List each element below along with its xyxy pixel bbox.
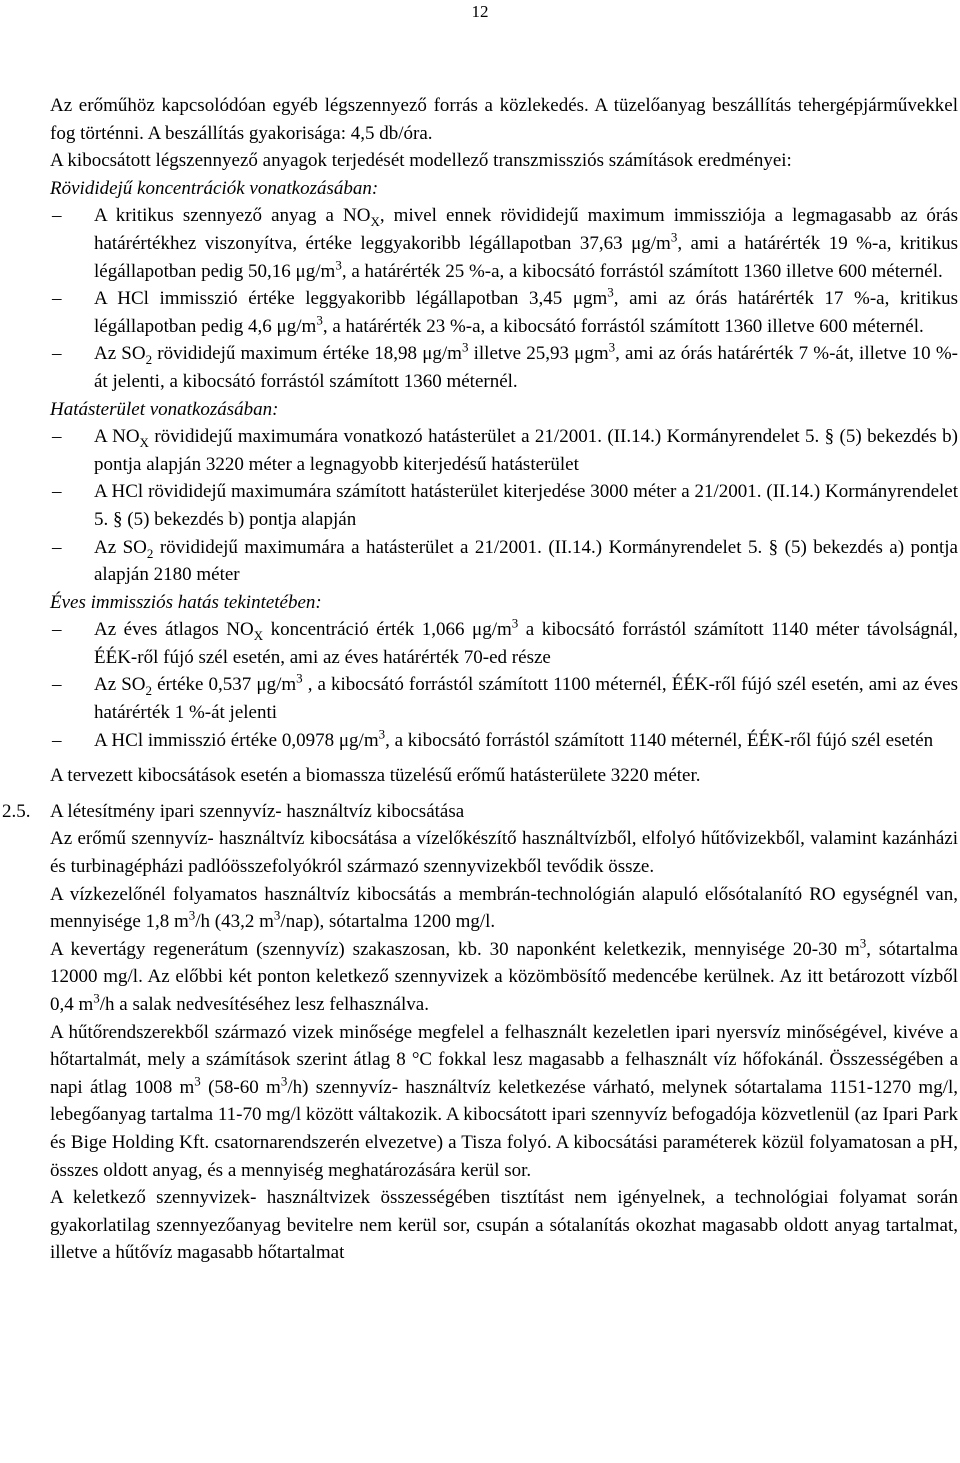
heading-annual: Éves immissziós hatás tekintetében: bbox=[50, 591, 322, 613]
paragraph-traffic: Az erőműhöz kapcsolódóan egyéb légszennyező forrás a közlekedés. A tüzelőanyag beszállítás tehergépjárművekkel fog történni. A beszállítás gyakorisága: 4,5 db/óra. bbox=[50, 95, 958, 144]
section-heading bbox=[2, 798, 958, 826]
paragraph-wastewater-sources: Az erőmű szennyvíz- használtvíz kibocsátása a vízelőkészítő használtvízből, elfolyó hűtővizekből, valamint kazánházi és turbinagépházi padlóösszefolyókról származó szennyvizekből tevődik össze. bbox=[50, 828, 958, 878]
paragraph-regenerate: A kevertágy regenerátum (szennyvíz) szakaszosan, kb. 30 naponként keletkezik, mennyisége 20-30 $m^3$, sótartalma 12000 mg/l. Az előbbi két ponton keletkező szennyvizek a közömbösítő medencébe kerülnek. Az itt betározott vízből 0,4 $m^3/h$ a salak nedvesítéséhez lesz felhasználva. bbox=[50, 935, 958, 1015]
list-annual bbox=[50, 616, 958, 754]
list-item-hcl-area: – A HCl rövididejű maximumára számított hatásterület kiterjedése 3000 méter a 21/2001. (II.14.) Kormányrendelet 5. § (5) bekezdés b) pontja alapján bbox=[50, 478, 958, 533]
heading-impact-area: Hatásterület vonatkozásában: bbox=[50, 398, 279, 420]
list-item-nox-short: – A kritikus szennyező anyag a $NO_X$, mivel ennek rövididejű maximum immissziója a legmagasabb az órás határértékhez viszonyítva, értéke leggyakoribb légállapotban 37,63 $\mu g/m^3$, ami a határérték 19 %-a, kritikus légállapotban pedig 50,16 $\mu g/m^3$, a határérték 25 %-a, a kibocsátó forrástól számított 1360 illetve 600 méternél. bbox=[50, 202, 958, 285]
section-title: A létesítmény ipari szennyvíz- használtvíz kibocsátása bbox=[50, 800, 465, 822]
document-body bbox=[2, 92, 959, 1267]
paragraph-transmission-intro: A kibocsátott légszennyező anyagok terjedését modellező transzmissziós számítások eredményei: bbox=[50, 150, 792, 172]
heading-short-term: Rövididejű koncentrációk vonatkozásában: bbox=[50, 177, 379, 199]
list-item-nox-area: – A $NO_X$ rövididejű maximumára vonatkozó hatásterület a 21/2001. (II.14.) Kormányrendelet 5. § (5) bekezdés b) pontja alapján 3220 méter a legnagyobb kiterjedésű hatásterület bbox=[50, 423, 958, 478]
list-item-so2-short: – Az $SO_2$ rövididejű maximum értéke 18,98 $\mu g/m^3$ illetve 25,93 μgm$^3$, ami az órás határérték 7 %-át, illetve 10 %-át jelenti, a kibocsátó forrástól számított 1360 méternél. bbox=[50, 340, 958, 395]
paragraph-ro-discharge: A vízkezelőnél folyamatos használtvíz kibocsátás a membrán-technológián alapuló elősótalanító RO egységnél van, mennyisége 1,8 $m^3/h$ (43,2 $m^3/nap$), sótartalma 1200 mg/l. bbox=[50, 883, 958, 933]
list-item-hcl-short: – A HCl immisszió értéke leggyakoribb légállapotban 3,45 μgm$^3$, ami az órás határérték 17 %-a, kritikus légállapotban pedig 4,6 $\mu g/m^3$, a határérték 23 %-a, a kibocsátó forrástól számított 1360 illetve 600 méternél. bbox=[50, 285, 958, 340]
section-number: 2.5. bbox=[2, 800, 31, 822]
page-number: 12 bbox=[471, 2, 489, 21]
list-item-so2-area: – Az $SO_2$ rövididejű maximumára a hatásterület a 21/2001. (II.14.) Kormányrendelet 5. § (5) bekezdés a) pontja alapján 2180 méter bbox=[50, 534, 958, 589]
list-short-term bbox=[50, 202, 958, 395]
list-impact-area bbox=[50, 423, 958, 589]
paragraph-impact-summary: A tervezett kibocsátások esetén a biomassza tüzelésű erőmű hatásterülete 3220 méter. bbox=[50, 765, 701, 787]
list-item-so2-annual: – Az $SO_2$ értéke 0,537 $\mu g/m^3$ , a kibocsátó forrástól számított 1100 méternél, ÉÉK-ről fújó szél esetén, ami az éves határérték 1 %-át jelenti bbox=[50, 671, 958, 726]
paragraph-treatment: A keletkező szennyvizek- használtvizek összességében tisztítást nem igényelnek, a technológiai folyamat során gyakorlatilag szennyezőanyag bevitelre nem kerül sor, csupán a sótalanítás okozhat magasabb oldott anyag tartalmat, illetve a hűtővíz magasabb hőtartalmat bbox=[50, 1187, 958, 1264]
paragraph-cooling-water: A hűtőrendszerekből származó vizek minősége megfelel a felhasznált kezeletlen ipari nyersvíz minőségével, kivéve a hőtartalmát, mely a számítások szerint átlag 8 °C fokkal lesz magasabb a felhasznált víz hőfokánál. Összességében a napi átlag 1008 $m^3$ (58-60 $m^3/h$) szennyvíz- használtvíz keletkezése várható, melynek sótartalama 1151-1270 mg/l, lebegőanyag tartalma 11-70 mg/l között váltakozik. A kibocsátott ipari szennyvíz befogadója közvetlenül (az Ipari Park és Bige Holding Kft. csatornarendszerén elvezetve) a Tisza folyó. A kibocsátási paraméterek közül folyamatosan a pH, összes oldott anyag, és a mennyiség meghatározására kerül sor. bbox=[50, 1021, 959, 1181]
list-item-hcl-annual: – A HCl immisszió értéke 0,0978 $\mu g/m^3$, a kibocsátó forrástól számított 1140 méternél, ÉÉK-ről fújó szél esetén bbox=[50, 727, 958, 755]
list-item-nox-annual: – Az éves átlagos $NO_X$ koncentráció érték 1,066 $\mu g/m^3$ a kibocsátó forrástól számított 1140 méter távolságnál, ÉÉK-ről fújó szél esetén, ami az éves határérték 70-ed része bbox=[50, 616, 958, 671]
